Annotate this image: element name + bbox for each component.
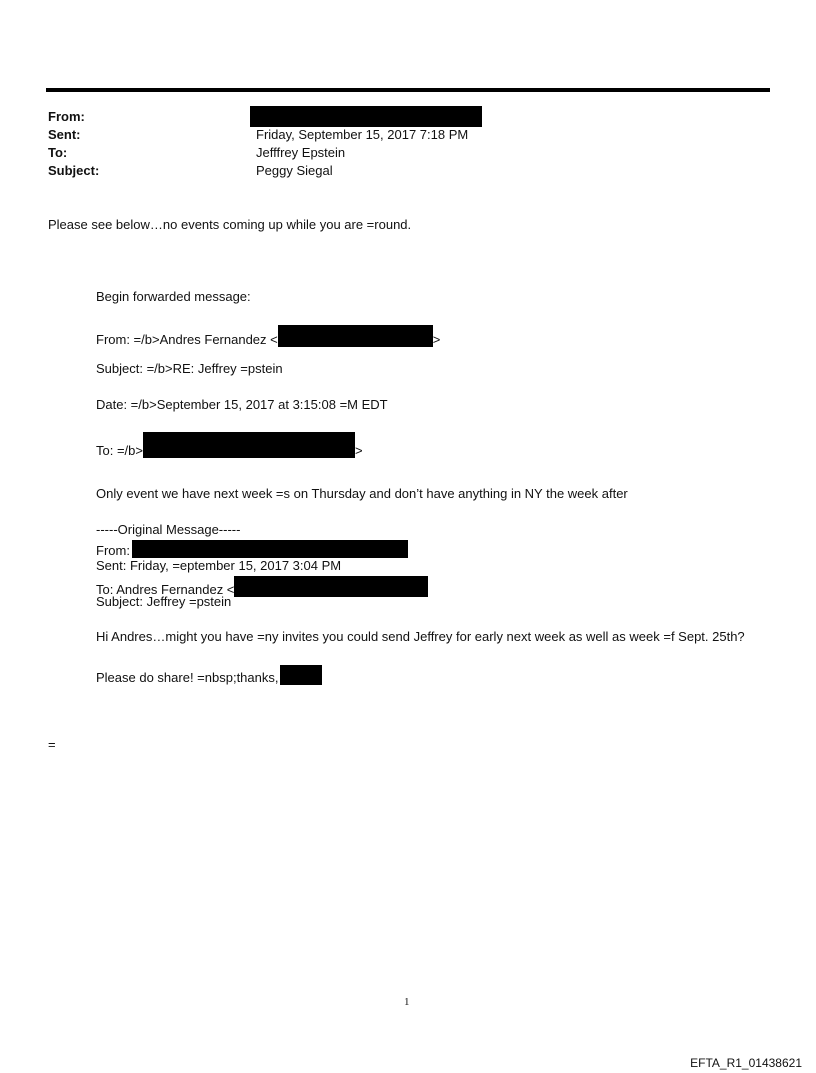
- intro-text: Please see below…no events coming up while you are =round.: [48, 217, 412, 232]
- to-value: Jefffrey Epstein: [256, 145, 346, 160]
- subject-value: Peggy Siegal: [256, 163, 333, 178]
- trailer-text: =: [48, 737, 56, 752]
- forward-from-prefix: From: =/b>Andres Fernandez <: [96, 332, 278, 347]
- redaction-forward-from-email: [278, 325, 433, 347]
- forward-to-suffix: >: [354, 443, 363, 458]
- from-label: From:: [48, 109, 85, 124]
- redaction-from: [250, 106, 482, 127]
- original-message: Hi Andres…might you have =ny invites you could send Jeffrey for early next week as well as week =f Sept. 25th?: [96, 629, 745, 644]
- bates-number: EFTA_R1_01438621: [690, 1056, 802, 1070]
- forward-to-prefix: To: =/b>: [96, 443, 143, 458]
- forward-from-line: [96, 325, 440, 347]
- original-subject: Subject: Jeffrey =pstein: [96, 594, 232, 609]
- forward-date: Date: =/b>September 15, 2017 at 3:15:08 =M EDT: [96, 397, 388, 412]
- forward-message: Only event we have next week =s on Thursday and don’t have anything in NY the week after: [96, 486, 628, 501]
- original-closing-line: [96, 665, 322, 685]
- original-to-prefix: To: Andres Fernandez <: [96, 582, 235, 597]
- original-sent: Sent: Friday, =eptember 15, 2017 3:04 PM: [96, 558, 342, 573]
- original-divider: -----Original Message-----: [96, 522, 241, 537]
- redaction-original-from: [132, 540, 408, 558]
- original-from-label: From:: [96, 543, 130, 558]
- sent-label: Sent:: [48, 127, 81, 142]
- redaction-forward-to: [143, 432, 355, 458]
- sent-value: Friday, September 15, 2017 7:18 PM: [256, 127, 469, 142]
- redaction-signature: [280, 665, 322, 685]
- redaction-original-to-email: [234, 576, 428, 597]
- forward-subject: Subject: =/b>RE: Jeffrey =pstein: [96, 361, 283, 376]
- header-rule: [46, 88, 770, 92]
- original-closing: Please do share! =nbsp;thanks,: [96, 670, 279, 685]
- original-from-line: [96, 540, 408, 558]
- subject-label: Subject:: [48, 163, 100, 178]
- forward-to-line: [96, 432, 363, 458]
- page-number: 1: [404, 996, 410, 1008]
- forward-begin: Begin forwarded message:: [96, 289, 251, 304]
- to-label: To:: [48, 145, 68, 160]
- forward-from-suffix: >: [432, 332, 441, 347]
